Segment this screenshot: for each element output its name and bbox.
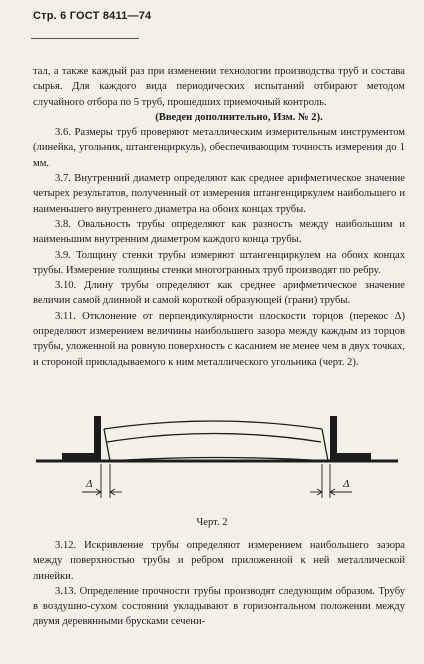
paragraph-continuation: тал, а также каждый раз при изменении технологии производства труб и состава сырья. Для каждого вида периодических испытаний отбирают методом случайного отбора по 5 труб, прошедших приемочный контроль. — [33, 66, 405, 108]
amendment-note: (Введен дополнительно, Изм. № 2). — [155, 111, 323, 123]
paragraph-3-6: 3.6. Размеры труб проверяют металлическим измерительным инструментом (линейка, угольник, штангенциркуль), обеспечивающим точность измерения до 1 мм. — [33, 127, 405, 169]
text-block-upper — [33, 64, 405, 370]
right-square-tool — [330, 416, 371, 461]
figure-pipe-squareness — [34, 416, 404, 508]
paragraph-3-12: 3.12. Искривление трубы определяют измерением наибольшего зазора между поверхностью трубы и ребром приложенной к ней металлической линейки. — [33, 540, 405, 582]
header-rule — [31, 38, 139, 39]
paragraph-3-11: 3.11. Отклонение от перпендикулярности плоскости торцов (перекос Δ) определяют измерением величины наибольшего зазора между каждым из торцов трубы, уложенной на ровную поверхность с касанием не менее чем в двух точках, и стороной прикладываемого к ним металлического угольника (черт. 2). — [33, 310, 405, 368]
figure-caption: Черт. 2 — [196, 517, 228, 528]
delta-label-left: Δ — [86, 478, 93, 490]
paragraph-3-9: 3.9. Толщину стенки трубы измеряют штангенциркулем на обоих концах трубы. Измерение толщины стенки многогранных труб производят по ребру. — [33, 249, 405, 276]
text-block-lower — [33, 538, 405, 630]
page-header: Стр. 6 ГОСТ 8411—74 — [33, 10, 152, 22]
pipe-body — [104, 421, 328, 461]
left-square-tool — [62, 416, 101, 461]
paragraph-3-8: 3.8. Овальность трубы определяют как разность между наибольшим и наименьшим внутренним диаметром каждого конца трубы. — [33, 218, 405, 246]
delta-label-right: Δ — [343, 478, 350, 490]
paragraph-3-7: 3.7. Внутренний диаметр определяют как среднее арифметическое значение четырех результатов, полученный от измерения штангенциркулем наибольшего и наименьшего внутреннего диаметра на обоих концах трубы. — [33, 173, 405, 215]
paragraph-3-13: 3.13. Определение прочности трубы производят следующим образом. Трубу в воздушно-сухом состоянии укладывают в горизонтальном положении между двумя деревянными брусками сечени- — [33, 585, 405, 628]
paragraph-3-10: 3.10. Длину трубы определяют как среднее арифметическое значение величин самой длинной и самой короткой образующей (грани) трубы. — [33, 280, 405, 307]
